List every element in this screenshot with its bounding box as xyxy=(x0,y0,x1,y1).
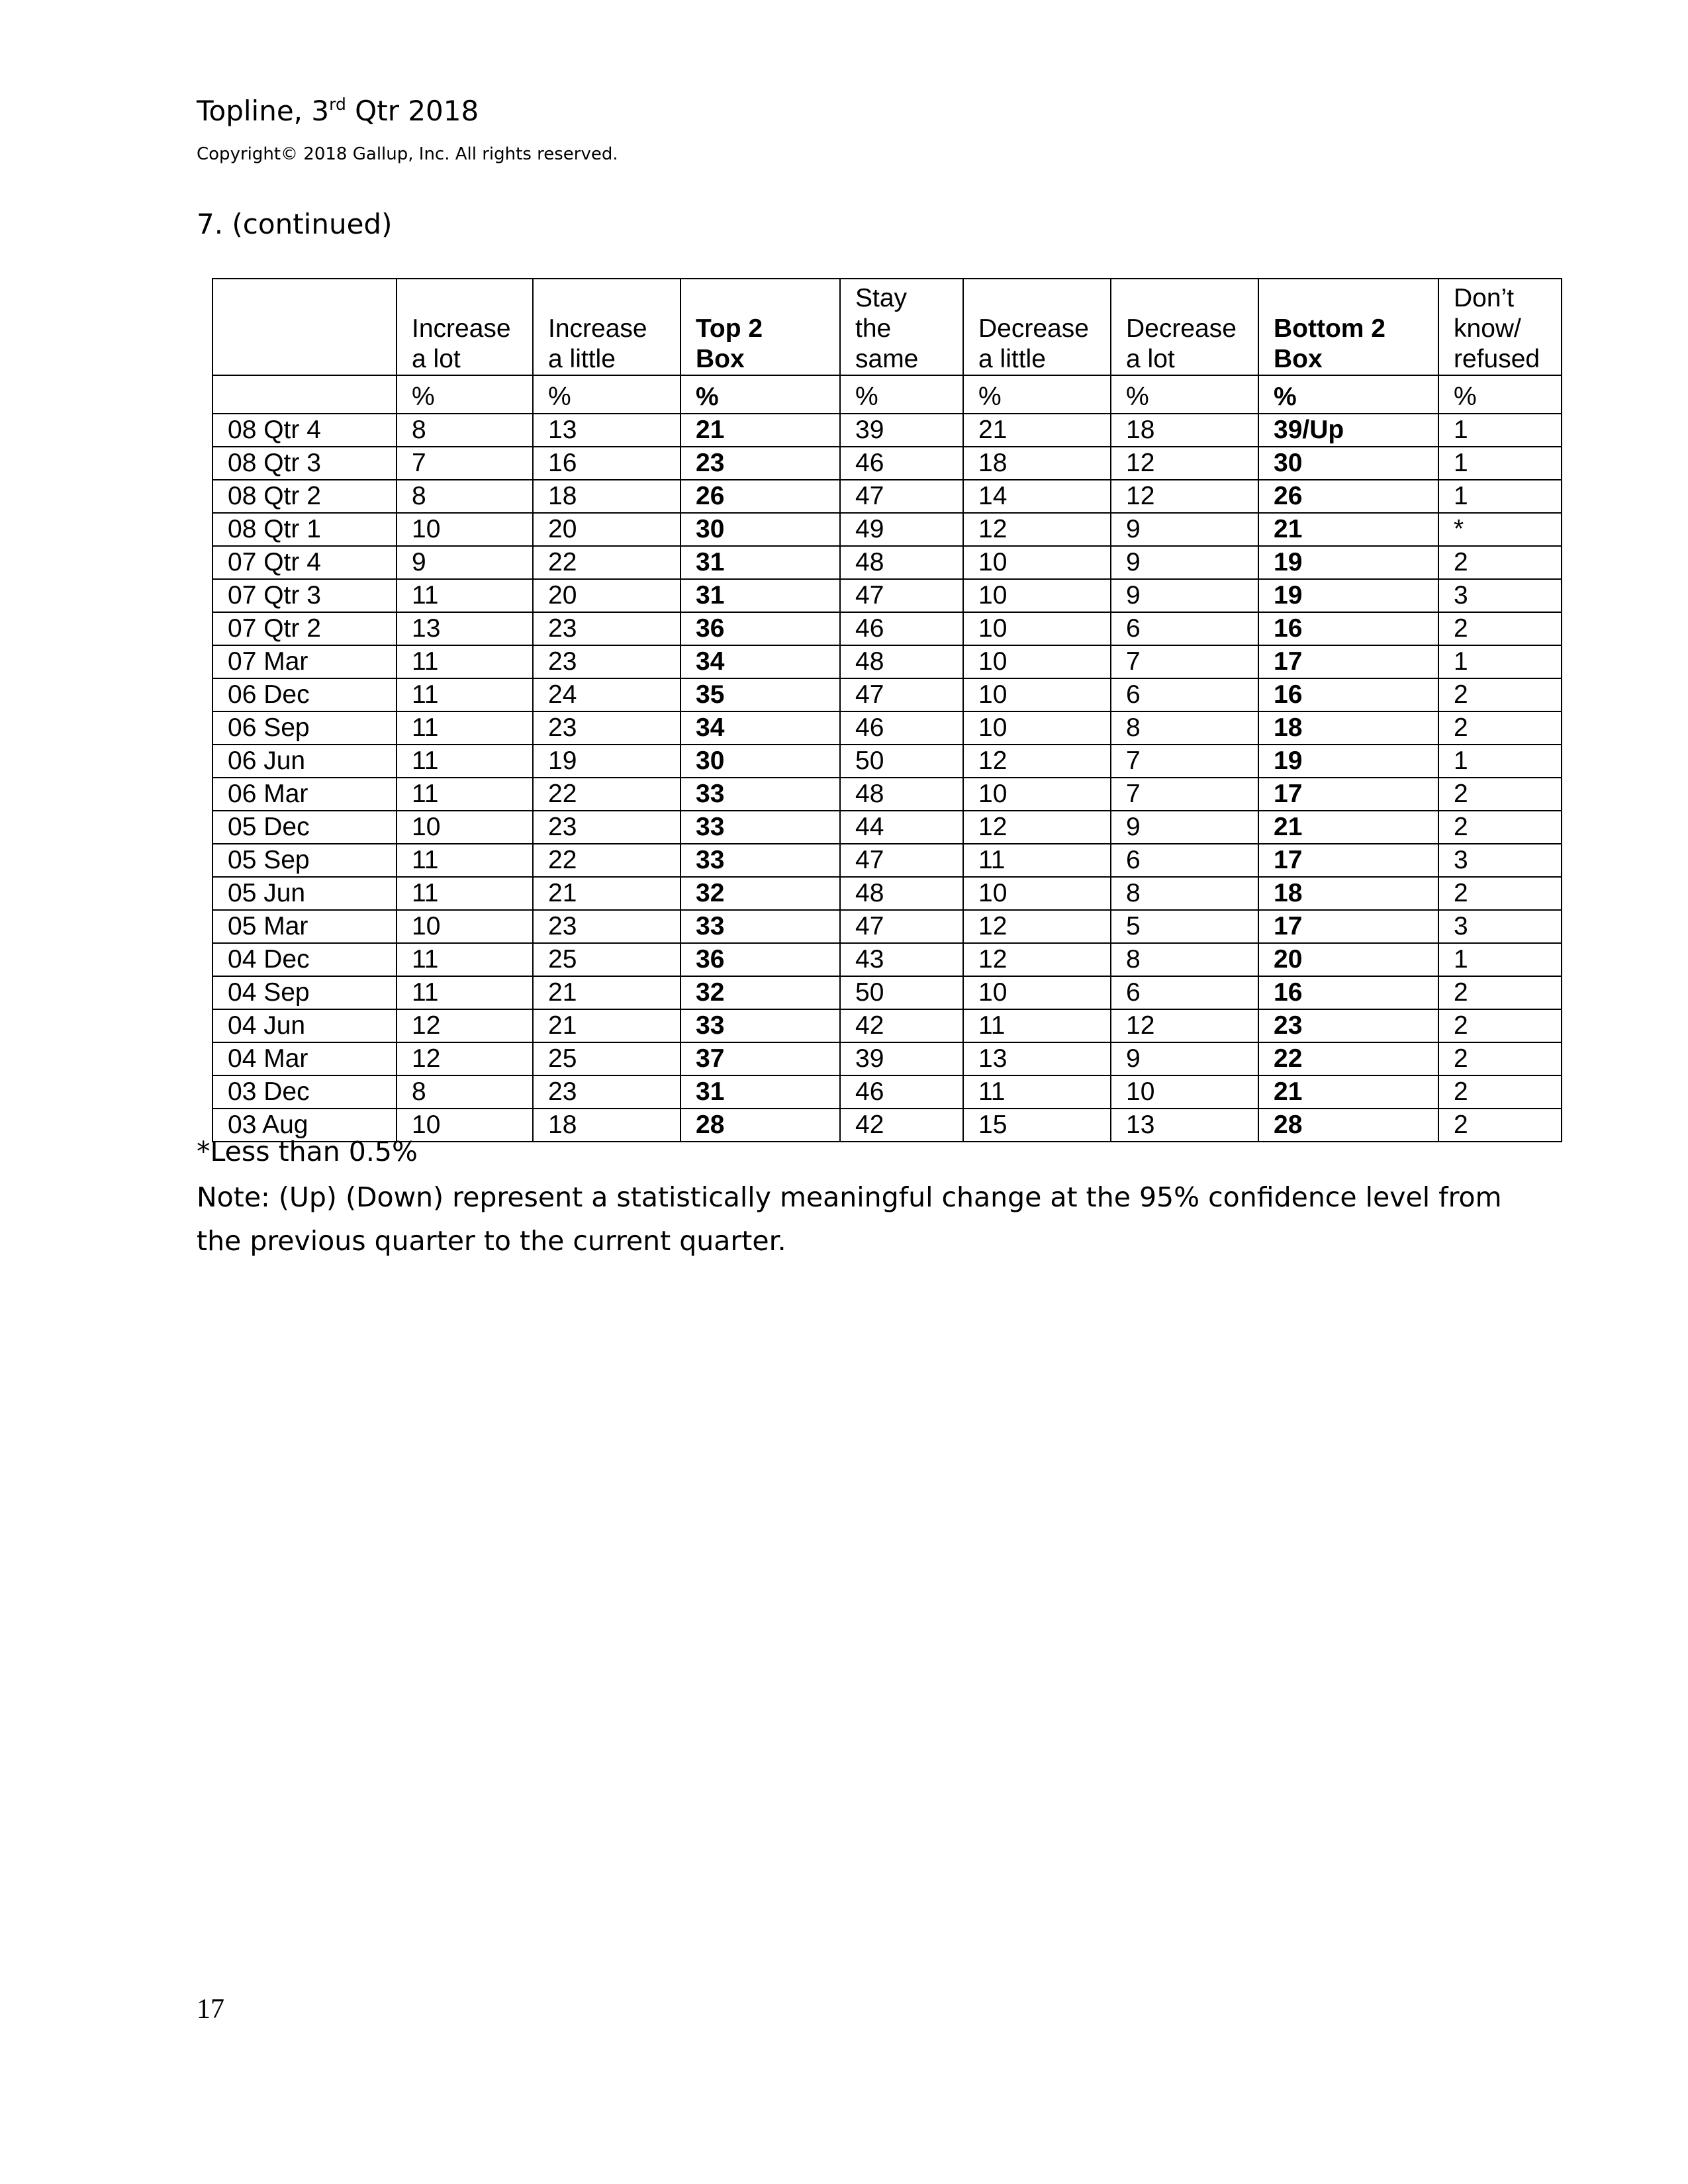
table-cell: 21 xyxy=(1258,811,1438,844)
table-cell: 21 xyxy=(1258,513,1438,546)
column-header xyxy=(1438,279,1562,375)
table-cell: 12 xyxy=(963,910,1111,943)
column-header-line: Increase xyxy=(548,314,647,343)
table-cell: 22 xyxy=(533,778,680,811)
table-row xyxy=(212,778,1562,811)
row-label: 08 Qtr 3 xyxy=(212,447,397,480)
table-cell: 1 xyxy=(1438,645,1562,678)
column-header xyxy=(533,279,680,375)
table-cell: 1 xyxy=(1438,447,1562,480)
row-label: 03 Aug xyxy=(212,1109,397,1142)
table-cell: 47 xyxy=(840,844,963,877)
row-label: 06 Sep xyxy=(212,711,397,745)
table-cell: 42 xyxy=(840,1109,963,1142)
table-cell: 32 xyxy=(680,877,840,910)
table-cell: 23 xyxy=(533,811,680,844)
row-label: 05 Sep xyxy=(212,844,397,877)
table-cell: 12 xyxy=(397,1009,533,1042)
table-cell: 18 xyxy=(1111,414,1258,447)
table-cell: 10 xyxy=(963,579,1111,612)
table-cell: 10 xyxy=(397,910,533,943)
table-cell: 2 xyxy=(1438,711,1562,745)
unit-cell xyxy=(212,375,397,414)
unit-cell: % xyxy=(840,375,963,414)
table-cell: 8 xyxy=(397,414,533,447)
table-row xyxy=(212,1009,1562,1042)
table-cell: 7 xyxy=(397,447,533,480)
table-cell: 26 xyxy=(680,480,840,513)
table-row xyxy=(212,414,1562,447)
row-label: 04 Mar xyxy=(212,1042,397,1075)
table-cell: 12 xyxy=(1111,447,1258,480)
table-cell: 48 xyxy=(840,546,963,579)
table-cell: 25 xyxy=(533,1042,680,1075)
row-label: 07 Mar xyxy=(212,645,397,678)
table-cell: 19 xyxy=(1258,546,1438,579)
table-cell: 28 xyxy=(1258,1109,1438,1142)
table-cell: 20 xyxy=(533,513,680,546)
table-cell: 12 xyxy=(1111,1009,1258,1042)
column-header-line: refused xyxy=(1454,345,1540,373)
row-label: 07 Qtr 2 xyxy=(212,612,397,645)
table-cell: 25 xyxy=(533,943,680,976)
table-row xyxy=(212,1042,1562,1075)
table-cell: 49 xyxy=(840,513,963,546)
column-header-line: Decrease xyxy=(1126,314,1237,343)
table-cell: 23 xyxy=(533,711,680,745)
table-cell: 48 xyxy=(840,778,963,811)
table-cell: 11 xyxy=(397,877,533,910)
unit-cell: % xyxy=(1438,375,1562,414)
table-cell: 50 xyxy=(840,976,963,1009)
unit-cell: % xyxy=(1258,375,1438,414)
table-cell: 20 xyxy=(1258,943,1438,976)
column-header xyxy=(212,279,397,375)
table-cell: 18 xyxy=(533,1109,680,1142)
table-cell: 3 xyxy=(1438,910,1562,943)
column-header-line: a little xyxy=(978,345,1046,373)
table-cell: 46 xyxy=(840,711,963,745)
table-cell: 46 xyxy=(840,447,963,480)
table-cell: 13 xyxy=(533,414,680,447)
table-cell: 42 xyxy=(840,1009,963,1042)
row-label: 04 Sep xyxy=(212,976,397,1009)
unit-row xyxy=(212,375,1562,414)
table-cell: 21 xyxy=(533,1009,680,1042)
table-cell: 8 xyxy=(397,480,533,513)
table-cell: 2 xyxy=(1438,1009,1562,1042)
table-cell: 17 xyxy=(1258,910,1438,943)
table-cell: 16 xyxy=(1258,612,1438,645)
table-cell: 9 xyxy=(1111,579,1258,612)
table-cell: 30 xyxy=(680,513,840,546)
table-cell: 11 xyxy=(397,711,533,745)
table-cell: 23 xyxy=(533,612,680,645)
column-header xyxy=(1111,279,1258,375)
table-cell: 10 xyxy=(963,612,1111,645)
table-cell: 2 xyxy=(1438,1075,1562,1109)
column-header xyxy=(963,279,1111,375)
table-cell: 11 xyxy=(963,1009,1111,1042)
table-cell: 50 xyxy=(840,745,963,778)
table-cell: 2 xyxy=(1438,1109,1562,1142)
table-cell: 1 xyxy=(1438,480,1562,513)
table-cell: 16 xyxy=(1258,678,1438,711)
column-header-line: a lot xyxy=(1126,345,1175,373)
table-cell: 11 xyxy=(963,844,1111,877)
table-row xyxy=(212,711,1562,745)
table-cell: 13 xyxy=(397,612,533,645)
table-cell: 35 xyxy=(680,678,840,711)
title-suffix: Qtr 2018 xyxy=(346,95,479,127)
column-header-line: Decrease xyxy=(978,314,1089,343)
column-header-line: a lot xyxy=(412,345,461,373)
table-row xyxy=(212,612,1562,645)
table-cell: 11 xyxy=(397,844,533,877)
column-header-line: the xyxy=(855,314,892,343)
table-cell: 39 xyxy=(840,1042,963,1075)
table-cell: 19 xyxy=(533,745,680,778)
table-cell: 34 xyxy=(680,645,840,678)
table-row xyxy=(212,678,1562,711)
table-cell: 11 xyxy=(963,1075,1111,1109)
footnote: *Less than 0.5% xyxy=(197,1136,418,1167)
column-header-line: Box xyxy=(696,345,745,373)
table-cell: 12 xyxy=(1111,480,1258,513)
column-header-line: same xyxy=(855,345,919,373)
title-prefix: Topline, 3 xyxy=(197,95,330,127)
page-header-title xyxy=(197,97,479,125)
unit-cell: % xyxy=(1111,375,1258,414)
row-label: 05 Dec xyxy=(212,811,397,844)
table-cell: 30 xyxy=(1258,447,1438,480)
table-cell: 1 xyxy=(1438,414,1562,447)
table-cell: 17 xyxy=(1258,645,1438,678)
table-cell: 43 xyxy=(840,943,963,976)
table-cell: 44 xyxy=(840,811,963,844)
table-cell: 5 xyxy=(1111,910,1258,943)
table-cell: 7 xyxy=(1111,745,1258,778)
table-cell: 12 xyxy=(963,811,1111,844)
table-cell: 33 xyxy=(680,778,840,811)
table-cell: 46 xyxy=(840,612,963,645)
row-label: 06 Mar xyxy=(212,778,397,811)
row-label: 03 Dec xyxy=(212,1075,397,1109)
table-cell: 3 xyxy=(1438,844,1562,877)
table-cell: 2 xyxy=(1438,546,1562,579)
table-cell: 9 xyxy=(1111,811,1258,844)
column-header xyxy=(840,279,963,375)
table-cell: 6 xyxy=(1111,612,1258,645)
table-cell: 39/Up xyxy=(1258,414,1438,447)
table-cell: 18 xyxy=(1258,711,1438,745)
table-cell: 11 xyxy=(397,678,533,711)
table-cell: 20 xyxy=(533,579,680,612)
table-cell: 17 xyxy=(1258,844,1438,877)
table-cell: 7 xyxy=(1111,645,1258,678)
row-label: 05 Mar xyxy=(212,910,397,943)
table-row xyxy=(212,844,1562,877)
table-cell: 6 xyxy=(1111,678,1258,711)
column-header-line: know/ xyxy=(1454,314,1521,343)
table-cell: 21 xyxy=(533,976,680,1009)
unit-cell: % xyxy=(963,375,1111,414)
table-cell: 9 xyxy=(1111,513,1258,546)
table-row xyxy=(212,910,1562,943)
table-cell: 10 xyxy=(397,811,533,844)
table-row xyxy=(212,579,1562,612)
column-header-line: Top 2 xyxy=(696,314,763,343)
table-cell: 23 xyxy=(1258,1009,1438,1042)
table-row xyxy=(212,811,1562,844)
row-label: 07 Qtr 4 xyxy=(212,546,397,579)
row-label: 06 Jun xyxy=(212,745,397,778)
table-cell: 12 xyxy=(397,1042,533,1075)
table-cell: 6 xyxy=(1111,844,1258,877)
table-cell: 23 xyxy=(533,1075,680,1109)
column-header-line: Increase xyxy=(412,314,511,343)
table-cell: 12 xyxy=(963,513,1111,546)
table-cell: 16 xyxy=(533,447,680,480)
table-row xyxy=(212,745,1562,778)
row-label: 08 Qtr 1 xyxy=(212,513,397,546)
table-cell: 11 xyxy=(397,645,533,678)
table-cell: 23 xyxy=(533,645,680,678)
table-cell: 3 xyxy=(1438,579,1562,612)
question-label: 7. (continued) xyxy=(197,208,393,240)
table-cell: 10 xyxy=(397,513,533,546)
table-cell: 2 xyxy=(1438,778,1562,811)
table-cell: 19 xyxy=(1258,745,1438,778)
table-cell: 22 xyxy=(533,844,680,877)
table-cell: 2 xyxy=(1438,877,1562,910)
column-header-line: Box xyxy=(1274,345,1323,373)
table-cell: 39 xyxy=(840,414,963,447)
table-cell: 28 xyxy=(680,1109,840,1142)
table-cell: 22 xyxy=(533,546,680,579)
table-cell: 7 xyxy=(1111,778,1258,811)
table-cell: 21 xyxy=(1258,1075,1438,1109)
table-cell: 9 xyxy=(1111,546,1258,579)
table-cell: 22 xyxy=(1258,1042,1438,1075)
table-cell: 18 xyxy=(533,480,680,513)
row-label: 07 Qtr 3 xyxy=(212,579,397,612)
column-header-line: Stay xyxy=(855,284,908,312)
table-row xyxy=(212,480,1562,513)
table-cell: 18 xyxy=(1258,877,1438,910)
table-cell: 13 xyxy=(1111,1109,1258,1142)
table-cell: 11 xyxy=(397,943,533,976)
table-cell: 21 xyxy=(533,877,680,910)
table-cell: 33 xyxy=(680,1009,840,1042)
table-cell: 18 xyxy=(963,447,1111,480)
table-row xyxy=(212,546,1562,579)
table-cell: 48 xyxy=(840,645,963,678)
table-cell: 1 xyxy=(1438,943,1562,976)
row-label: 05 Jun xyxy=(212,877,397,910)
row-label: 08 Qtr 2 xyxy=(212,480,397,513)
significance-note: Note: (Up) (Down) represent a statistically meaningful change at the 95% confidence level from the previous quarter to the current quarter. xyxy=(197,1181,1502,1257)
table-cell: 10 xyxy=(963,778,1111,811)
table-cell: 12 xyxy=(963,745,1111,778)
table-cell: 10 xyxy=(397,1109,533,1142)
table-cell: 33 xyxy=(680,811,840,844)
table-cell: 48 xyxy=(840,877,963,910)
table-cell: 47 xyxy=(840,678,963,711)
table-cell: 9 xyxy=(1111,1042,1258,1075)
table-cell: 6 xyxy=(1111,976,1258,1009)
row-label: 04 Jun xyxy=(212,1009,397,1042)
table-row xyxy=(212,1075,1562,1109)
unit-cell: % xyxy=(397,375,533,414)
table-cell: 10 xyxy=(1111,1075,1258,1109)
table-row xyxy=(212,645,1562,678)
table-cell: 16 xyxy=(1258,976,1438,1009)
table-cell: 31 xyxy=(680,546,840,579)
table-cell: 2 xyxy=(1438,678,1562,711)
table-cell: 11 xyxy=(397,778,533,811)
table-cell: 24 xyxy=(533,678,680,711)
table-cell: 21 xyxy=(963,414,1111,447)
table-cell: 23 xyxy=(680,447,840,480)
table-cell: 14 xyxy=(963,480,1111,513)
table-cell: 2 xyxy=(1438,811,1562,844)
table-cell: 31 xyxy=(680,579,840,612)
table-cell: 21 xyxy=(680,414,840,447)
table-cell: 8 xyxy=(1111,943,1258,976)
table-cell: 8 xyxy=(397,1075,533,1109)
table-cell: 36 xyxy=(680,612,840,645)
table-cell: 26 xyxy=(1258,480,1438,513)
table-cell: 32 xyxy=(680,976,840,1009)
column-header-line: Bottom 2 xyxy=(1274,314,1385,343)
table-row xyxy=(212,513,1562,546)
copyright-notice: Copyright© 2018 Gallup, Inc. All rights reserved. xyxy=(197,144,618,164)
table-cell: 10 xyxy=(963,877,1111,910)
table-cell: 33 xyxy=(680,910,840,943)
table-cell: 10 xyxy=(963,976,1111,1009)
table-cell: 46 xyxy=(840,1075,963,1109)
row-label: 06 Dec xyxy=(212,678,397,711)
table-cell: 37 xyxy=(680,1042,840,1075)
table-cell: 10 xyxy=(963,546,1111,579)
table-cell: 17 xyxy=(1258,778,1438,811)
row-label: 08 Qtr 4 xyxy=(212,414,397,447)
page-number: 17 xyxy=(197,1994,224,2025)
table-cell: 15 xyxy=(963,1109,1111,1142)
unit-cell: % xyxy=(533,375,680,414)
table-cell: 10 xyxy=(963,645,1111,678)
table-cell: 13 xyxy=(963,1042,1111,1075)
column-header-line: a little xyxy=(548,345,616,373)
table-cell: 11 xyxy=(397,745,533,778)
row-label: 04 Dec xyxy=(212,943,397,976)
table-cell: 10 xyxy=(963,711,1111,745)
table-cell: 2 xyxy=(1438,976,1562,1009)
unit-cell: % xyxy=(680,375,840,414)
column-header xyxy=(680,279,840,375)
table-cell: 23 xyxy=(533,910,680,943)
table-cell: 47 xyxy=(840,579,963,612)
table-row xyxy=(212,943,1562,976)
table-cell: 31 xyxy=(680,1075,840,1109)
table-row xyxy=(212,877,1562,910)
table-cell: 8 xyxy=(1111,877,1258,910)
table-row xyxy=(212,976,1562,1009)
table-cell: 8 xyxy=(1111,711,1258,745)
table-cell: 10 xyxy=(963,678,1111,711)
table-row xyxy=(212,447,1562,480)
column-header-line: Don’t xyxy=(1454,284,1515,312)
table-cell: 34 xyxy=(680,711,840,745)
table-cell: 11 xyxy=(397,579,533,612)
table-cell: 47 xyxy=(840,480,963,513)
table-cell: 19 xyxy=(1258,579,1438,612)
results-table xyxy=(212,278,1562,1142)
table-cell: 9 xyxy=(397,546,533,579)
table-cell: 12 xyxy=(963,943,1111,976)
table-cell: 36 xyxy=(680,943,840,976)
table-cell: 33 xyxy=(680,844,840,877)
column-header xyxy=(397,279,533,375)
table-cell: 30 xyxy=(680,745,840,778)
table-cell: 47 xyxy=(840,910,963,943)
table-cell: 11 xyxy=(397,976,533,1009)
table-header-row xyxy=(212,279,1562,375)
table-cell: 1 xyxy=(1438,745,1562,778)
table-cell: 2 xyxy=(1438,1042,1562,1075)
column-header xyxy=(1258,279,1438,375)
table-cell: * xyxy=(1438,513,1562,546)
title-superscript: rd xyxy=(329,95,346,114)
table-cell: 2 xyxy=(1438,612,1562,645)
